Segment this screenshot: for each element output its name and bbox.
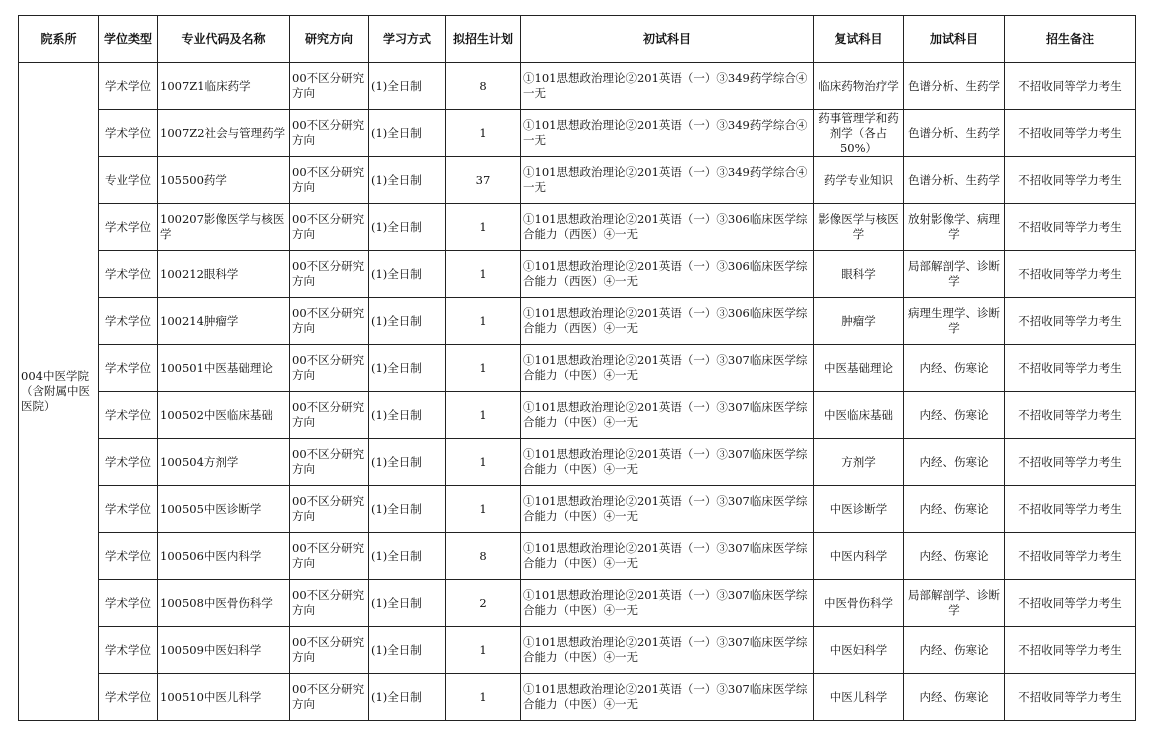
direction-cell: 00不区分研究方向 <box>290 533 369 580</box>
plan-cell: 1 <box>446 392 521 439</box>
remark-cell: 不招收同等学力考生 <box>1005 345 1136 392</box>
prelim-subjects-cell: ①101思想政治理论②201英语（一）③349药学综合④一无 <box>521 63 814 110</box>
remark-cell: 不招收同等学力考生 <box>1005 63 1136 110</box>
degree-cell: 专业学位 <box>99 157 158 204</box>
plan-cell: 2 <box>446 580 521 627</box>
table-row <box>19 674 1136 721</box>
direction-cell: 00不区分研究方向 <box>290 439 369 486</box>
extra-subjects-cell: 内经、伤寒论 <box>904 486 1005 533</box>
header-major: 专业代码及名称 <box>158 16 290 63</box>
table-row <box>19 110 1136 157</box>
remark-cell: 不招收同等学力考生 <box>1005 439 1136 486</box>
major-cell: 100510中医儿科学 <box>158 674 290 721</box>
table-row <box>19 251 1136 298</box>
major-cell: 100505中医诊断学 <box>158 486 290 533</box>
retest-subjects-cell: 药事管理学和药剂学（各占50%） <box>814 110 904 157</box>
extra-subjects-cell: 色谱分析、生药学 <box>904 157 1005 204</box>
plan-cell: 1 <box>446 674 521 721</box>
degree-cell: 学术学位 <box>99 345 158 392</box>
mode-cell: (1)全日制 <box>369 486 446 533</box>
header-dept: 院系所 <box>19 16 99 63</box>
prelim-subjects-cell: ①101思想政治理论②201英语（一）③306临床医学综合能力（西医）④一无 <box>521 204 814 251</box>
major-cell: 100509中医妇科学 <box>158 627 290 674</box>
admissions-table <box>18 15 1136 721</box>
prelim-subjects-cell: ①101思想政治理论②201英语（一）③307临床医学综合能力（中医）④一无 <box>521 439 814 486</box>
mode-cell: (1)全日制 <box>369 251 446 298</box>
direction-cell: 00不区分研究方向 <box>290 204 369 251</box>
major-cell: 1007Z2社会与管理药学 <box>158 110 290 157</box>
remark-cell: 不招收同等学力考生 <box>1005 110 1136 157</box>
table-row <box>19 486 1136 533</box>
mode-cell: (1)全日制 <box>369 63 446 110</box>
retest-subjects-cell: 中医儿科学 <box>814 674 904 721</box>
mode-cell: (1)全日制 <box>369 110 446 157</box>
plan-cell: 1 <box>446 251 521 298</box>
degree-cell: 学术学位 <box>99 251 158 298</box>
plan-cell: 37 <box>446 157 521 204</box>
direction-cell: 00不区分研究方向 <box>290 110 369 157</box>
remark-cell: 不招收同等学力考生 <box>1005 204 1136 251</box>
table-row <box>19 157 1136 204</box>
direction-cell: 00不区分研究方向 <box>290 251 369 298</box>
remark-cell: 不招收同等学力考生 <box>1005 486 1136 533</box>
major-cell: 100214肿瘤学 <box>158 298 290 345</box>
extra-subjects-cell: 病理生理学、诊断学 <box>904 298 1005 345</box>
plan-cell: 1 <box>446 298 521 345</box>
extra-subjects-cell: 内经、伤寒论 <box>904 345 1005 392</box>
header-remark: 招生备注 <box>1005 16 1136 63</box>
extra-subjects-cell: 色谱分析、生药学 <box>904 63 1005 110</box>
degree-cell: 学术学位 <box>99 627 158 674</box>
retest-subjects-cell: 中医诊断学 <box>814 486 904 533</box>
header-mode: 学习方式 <box>369 16 446 63</box>
plan-cell: 1 <box>446 627 521 674</box>
header-plan: 拟招生计划 <box>446 16 521 63</box>
retest-subjects-cell: 眼科学 <box>814 251 904 298</box>
header-degree: 学位类型 <box>99 16 158 63</box>
remark-cell: 不招收同等学力考生 <box>1005 580 1136 627</box>
degree-cell: 学术学位 <box>99 204 158 251</box>
extra-subjects-cell: 局部解剖学、诊断学 <box>904 580 1005 627</box>
prelim-subjects-cell: ①101思想政治理论②201英语（一）③349药学综合④一无 <box>521 157 814 204</box>
table-row <box>19 439 1136 486</box>
direction-cell: 00不区分研究方向 <box>290 627 369 674</box>
mode-cell: (1)全日制 <box>369 674 446 721</box>
extra-subjects-cell: 放射影像学、病理学 <box>904 204 1005 251</box>
major-cell: 100212眼科学 <box>158 251 290 298</box>
major-cell: 100502中医临床基础 <box>158 392 290 439</box>
degree-cell: 学术学位 <box>99 674 158 721</box>
mode-cell: (1)全日制 <box>369 298 446 345</box>
degree-cell: 学术学位 <box>99 533 158 580</box>
prelim-subjects-cell: ①101思想政治理论②201英语（一）③307临床医学综合能力（中医）④一无 <box>521 674 814 721</box>
header-row <box>19 16 1136 63</box>
major-cell: 1007Z1临床药学 <box>158 63 290 110</box>
retest-subjects-cell: 中医内科学 <box>814 533 904 580</box>
table-row <box>19 298 1136 345</box>
mode-cell: (1)全日制 <box>369 157 446 204</box>
table-row <box>19 392 1136 439</box>
mode-cell: (1)全日制 <box>369 345 446 392</box>
plan-cell: 1 <box>446 486 521 533</box>
prelim-subjects-cell: ①101思想政治理论②201英语（一）③306临床医学综合能力（西医）④一无 <box>521 251 814 298</box>
remark-cell: 不招收同等学力考生 <box>1005 157 1136 204</box>
direction-cell: 00不区分研究方向 <box>290 486 369 533</box>
remark-cell: 不招收同等学力考生 <box>1005 627 1136 674</box>
degree-cell: 学术学位 <box>99 63 158 110</box>
plan-cell: 1 <box>446 110 521 157</box>
major-cell: 100501中医基础理论 <box>158 345 290 392</box>
retest-subjects-cell: 药学专业知识 <box>814 157 904 204</box>
prelim-subjects-cell: ①101思想政治理论②201英语（一）③307临床医学综合能力（中医）④一无 <box>521 533 814 580</box>
prelim-subjects-cell: ①101思想政治理论②201英语（一）③349药学综合④一无 <box>521 110 814 157</box>
mode-cell: (1)全日制 <box>369 580 446 627</box>
degree-cell: 学术学位 <box>99 392 158 439</box>
plan-cell: 1 <box>446 204 521 251</box>
table-row <box>19 204 1136 251</box>
major-cell: 100506中医内科学 <box>158 533 290 580</box>
table-row <box>19 627 1136 674</box>
department-cell: 004中医学院（含附属中医医院） <box>19 63 99 721</box>
major-cell: 105500药学 <box>158 157 290 204</box>
retest-subjects-cell: 中医妇科学 <box>814 627 904 674</box>
retest-subjects-cell: 中医临床基础 <box>814 392 904 439</box>
header-direction: 研究方向 <box>290 16 369 63</box>
mode-cell: (1)全日制 <box>369 204 446 251</box>
extra-subjects-cell: 色谱分析、生药学 <box>904 110 1005 157</box>
prelim-subjects-cell: ①101思想政治理论②201英语（一）③307临床医学综合能力（中医）④一无 <box>521 627 814 674</box>
retest-subjects-cell: 方剂学 <box>814 439 904 486</box>
direction-cell: 00不区分研究方向 <box>290 674 369 721</box>
prelim-subjects-cell: ①101思想政治理论②201英语（一）③307临床医学综合能力（中医）④一无 <box>521 486 814 533</box>
degree-cell: 学术学位 <box>99 298 158 345</box>
degree-cell: 学术学位 <box>99 580 158 627</box>
direction-cell: 00不区分研究方向 <box>290 580 369 627</box>
plan-cell: 8 <box>446 63 521 110</box>
plan-cell: 8 <box>446 533 521 580</box>
plan-cell: 1 <box>446 439 521 486</box>
major-cell: 100207影像医学与核医学 <box>158 204 290 251</box>
major-cell: 100504方剂学 <box>158 439 290 486</box>
direction-cell: 00不区分研究方向 <box>290 298 369 345</box>
table-row <box>19 533 1136 580</box>
table-row <box>19 63 1136 110</box>
remark-cell: 不招收同等学力考生 <box>1005 392 1136 439</box>
plan-cell: 1 <box>446 345 521 392</box>
prelim-subjects-cell: ①101思想政治理论②201英语（一）③307临床医学综合能力（中医）④一无 <box>521 345 814 392</box>
table-row <box>19 580 1136 627</box>
mode-cell: (1)全日制 <box>369 392 446 439</box>
extra-subjects-cell: 内经、伤寒论 <box>904 392 1005 439</box>
header-prelim: 初试科目 <box>521 16 814 63</box>
direction-cell: 00不区分研究方向 <box>290 392 369 439</box>
table-row <box>19 345 1136 392</box>
direction-cell: 00不区分研究方向 <box>290 63 369 110</box>
direction-cell: 00不区分研究方向 <box>290 157 369 204</box>
extra-subjects-cell: 内经、伤寒论 <box>904 533 1005 580</box>
remark-cell: 不招收同等学力考生 <box>1005 298 1136 345</box>
mode-cell: (1)全日制 <box>369 533 446 580</box>
retest-subjects-cell: 影像医学与核医学 <box>814 204 904 251</box>
major-cell: 100508中医骨伤科学 <box>158 580 290 627</box>
prelim-subjects-cell: ①101思想政治理论②201英语（一）③307临床医学综合能力（中医）④一无 <box>521 580 814 627</box>
remark-cell: 不招收同等学力考生 <box>1005 533 1136 580</box>
retest-subjects-cell: 肿瘤学 <box>814 298 904 345</box>
header-retest: 复试科目 <box>814 16 904 63</box>
degree-cell: 学术学位 <box>99 439 158 486</box>
remark-cell: 不招收同等学力考生 <box>1005 251 1136 298</box>
direction-cell: 00不区分研究方向 <box>290 345 369 392</box>
extra-subjects-cell: 局部解剖学、诊断学 <box>904 251 1005 298</box>
extra-subjects-cell: 内经、伤寒论 <box>904 674 1005 721</box>
prelim-subjects-cell: ①101思想政治理论②201英语（一）③307临床医学综合能力（中医）④一无 <box>521 392 814 439</box>
degree-cell: 学术学位 <box>99 110 158 157</box>
header-extra: 加试科目 <box>904 16 1005 63</box>
extra-subjects-cell: 内经、伤寒论 <box>904 439 1005 486</box>
retest-subjects-cell: 中医基础理论 <box>814 345 904 392</box>
mode-cell: (1)全日制 <box>369 627 446 674</box>
remark-cell: 不招收同等学力考生 <box>1005 674 1136 721</box>
mode-cell: (1)全日制 <box>369 439 446 486</box>
degree-cell: 学术学位 <box>99 486 158 533</box>
retest-subjects-cell: 临床药物治疗学 <box>814 63 904 110</box>
retest-subjects-cell: 中医骨伤科学 <box>814 580 904 627</box>
extra-subjects-cell: 内经、伤寒论 <box>904 627 1005 674</box>
prelim-subjects-cell: ①101思想政治理论②201英语（一）③306临床医学综合能力（西医）④一无 <box>521 298 814 345</box>
